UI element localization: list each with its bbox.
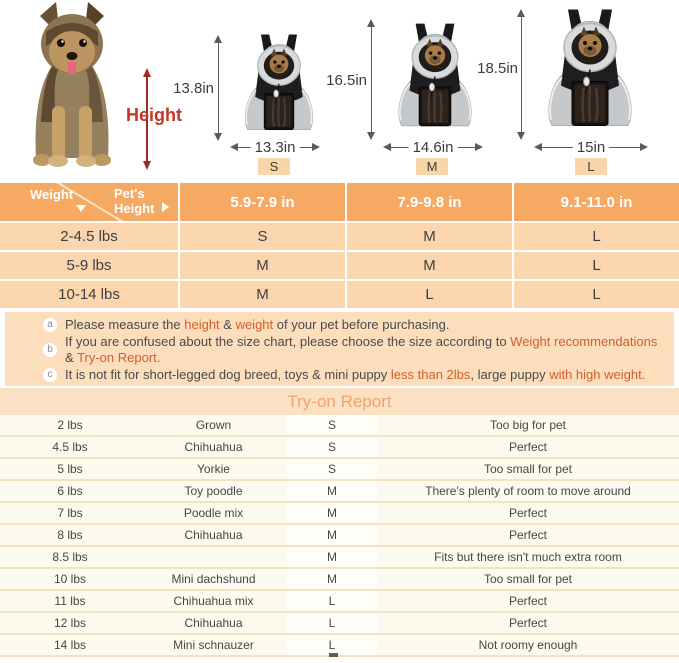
column-header: 5.9-7.9 in [180, 183, 345, 221]
note-c-text: It is not fit for short-legged dog breed, toys & mini puppy less than 2lbs, large puppy with high weight. [65, 367, 646, 382]
tryon-comment: There's plenty of room to move around [377, 481, 679, 501]
tryon-comment: Too small for pet [377, 569, 679, 589]
tryon-weight: 11 lbs [0, 591, 140, 611]
tryon-weight: 5 lbs [0, 459, 140, 479]
tryon-row [0, 525, 679, 547]
tryon-row [0, 591, 679, 613]
tryon-weight: 8 lbs [0, 525, 140, 545]
note-a-text: Please measure the height & weight of your pet before purchasing. [65, 317, 450, 332]
tryon-size: S [287, 415, 377, 435]
tryon-breed: Yorkie [140, 459, 287, 479]
backpack-illustration-s [238, 32, 320, 142]
yorkie-dog-illustration [16, 2, 128, 174]
tryon-breed: Mini dachshund [140, 569, 287, 589]
size-chip-l: L [575, 158, 607, 175]
bullet-b: b [43, 343, 57, 357]
height-label: Height [126, 105, 182, 125]
tryon-weight: 6 lbs [0, 481, 140, 501]
tryon-comment: Perfect [377, 591, 679, 611]
height-value-s: 13.8in [173, 80, 214, 97]
tryon-row [0, 459, 679, 481]
column-header: 7.9-9.8 in [347, 183, 512, 221]
tryon-report-table [0, 415, 679, 657]
tryon-comment: Too small for pet [377, 459, 679, 479]
corner-height-label: Pet's Height [114, 186, 155, 216]
bullet-a: a [43, 318, 57, 332]
height-measure-arrow-m [371, 22, 372, 137]
tryon-breed: Chihuahua [140, 525, 287, 545]
tryon-row [0, 415, 679, 437]
row-weight-label: 5-9 lbs [0, 252, 178, 279]
tryon-breed [140, 547, 287, 567]
tryon-breed: Grown [140, 415, 287, 435]
size-value: M [347, 223, 512, 250]
size-chip-s: S [258, 158, 290, 175]
arrow-down-icon [76, 205, 86, 217]
tryon-row [0, 437, 679, 459]
backpack-illustration-l [540, 5, 640, 142]
bottom-smudge-mark [329, 653, 338, 657]
height-value-m: 16.5in [326, 72, 367, 89]
size-value: L [347, 281, 512, 308]
tryon-weight: 10 lbs [0, 569, 140, 589]
height-measure-arrow-s [218, 38, 219, 138]
tryon-comment: Perfect [377, 525, 679, 545]
tryon-report-title: Try-on Report [0, 388, 679, 415]
tryon-size: M [287, 525, 377, 545]
tryon-weight: 7 lbs [0, 503, 140, 523]
tryon-breed: Poodle mix [140, 503, 287, 523]
size-chip-m: M [416, 158, 448, 175]
tryon-size: L [287, 591, 377, 611]
column-header: 9.1-11.0 in [514, 183, 679, 221]
backpack-illustration-m [391, 18, 479, 142]
corner-weight-label: Weight [30, 187, 74, 202]
tryon-weight: 4.5 lbs [0, 437, 140, 457]
size-value: L [514, 223, 679, 250]
tryon-comment: Not roomy enough [377, 635, 679, 655]
tryon-size: M [287, 481, 377, 501]
size-value: M [180, 281, 345, 308]
tryon-row [0, 569, 679, 591]
tryon-breed: Toy poodle [140, 481, 287, 501]
size-value: M [180, 252, 345, 279]
arrow-right-icon [162, 202, 174, 212]
table-corner-cell [0, 183, 178, 221]
tryon-weight: 12 lbs [0, 613, 140, 633]
tryon-row [0, 613, 679, 635]
size-value: L [514, 252, 679, 279]
row-weight-label: 2-4.5 lbs [0, 223, 178, 250]
tryon-comment: Perfect [377, 613, 679, 633]
tryon-row [0, 635, 679, 657]
width-measure-arrow-l [536, 139, 646, 156]
purchase-notes [5, 312, 674, 386]
height-value-l: 18.5in [477, 60, 518, 77]
tryon-breed: Mini schnauzer [140, 635, 287, 655]
tryon-comment: Too big for pet [377, 415, 679, 435]
tryon-comment: Perfect [377, 437, 679, 457]
note-b-text: If you are confused about the size chart, please choose the size according to Weight recommendations & Try-on Report. [65, 334, 658, 365]
tryon-weight: 2 lbs [0, 415, 140, 435]
tryon-size: M [287, 547, 377, 567]
tryon-breed: Chihuahua mix [140, 591, 287, 611]
tryon-size: S [287, 459, 377, 479]
tryon-size: M [287, 569, 377, 589]
tryon-size: S [287, 437, 377, 457]
note-c [43, 367, 664, 383]
width-measure-arrow-m [385, 139, 481, 156]
tryon-row [0, 547, 679, 569]
height-measure-arrow-l [521, 12, 522, 137]
tryon-weight: 14 lbs [0, 635, 140, 655]
tryon-weight: 8.5 lbs [0, 547, 140, 567]
bullet-c: c [43, 368, 57, 382]
tryon-comment: Perfect [377, 503, 679, 523]
tryon-size: L [287, 635, 377, 655]
size-value: S [180, 223, 345, 250]
width-measure-arrow-s [232, 139, 318, 156]
tryon-breed: Chihuahua [140, 613, 287, 633]
size-recommendation-table [0, 183, 679, 308]
width-value-m: 14.6in [409, 139, 458, 156]
size-value: M [347, 252, 512, 279]
tryon-size: L [287, 613, 377, 633]
row-weight-label: 10-14 lbs [0, 281, 178, 308]
width-value-s: 13.3in [251, 139, 300, 156]
tryon-breed: Chihuahua [140, 437, 287, 457]
width-value-l: 15in [573, 139, 609, 156]
tryon-row [0, 503, 679, 525]
tryon-comment: Fits but there isn't much extra room [377, 547, 679, 567]
note-a [43, 317, 664, 333]
size-value: L [514, 281, 679, 308]
tryon-size: M [287, 503, 377, 523]
tryon-row [0, 481, 679, 503]
note-b [43, 334, 664, 366]
